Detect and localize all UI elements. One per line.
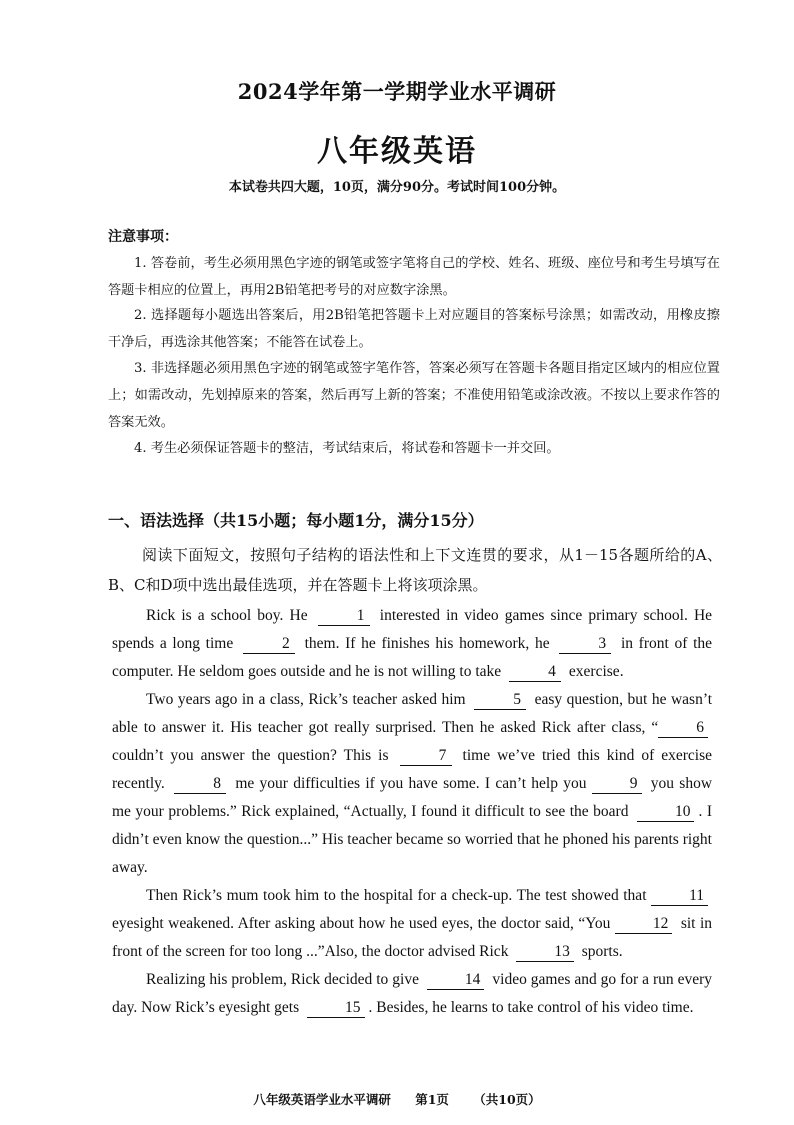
passage-text: time we’ve tried this kind of exercise recently. bbox=[112, 747, 713, 792]
passage-paragraph-2 bbox=[112, 686, 712, 882]
notice-rule-4 bbox=[108, 435, 720, 462]
footer-total-pages: （共10页） bbox=[473, 1092, 541, 1107]
passage-text: Rick is a school boy. He bbox=[146, 607, 308, 624]
notice-rule-2 bbox=[108, 302, 720, 356]
notice-rule-3 bbox=[108, 355, 720, 436]
exam-title: 2024学年第一学期学业水平调研 bbox=[237, 79, 557, 104]
blank-3: 3 bbox=[559, 635, 611, 654]
blank-10: 10 bbox=[637, 803, 695, 822]
blank-8: 8 bbox=[174, 775, 226, 794]
page-footer bbox=[0, 1090, 794, 1108]
exam-intro: 本试卷共四大题，10页，满分90分。考试时间100分钟。 bbox=[228, 180, 566, 195]
passage-text: interested in video games since primary school. He spends a long time bbox=[112, 607, 713, 652]
subject-title: 八年级英语 bbox=[317, 134, 477, 169]
blank-12: 12 bbox=[615, 915, 673, 934]
blank-6: 6 bbox=[658, 719, 708, 738]
passage-text: sports. bbox=[581, 943, 623, 960]
passage-text: Realizing his problem, Rick decided to give bbox=[146, 971, 419, 988]
blank-5: 5 bbox=[474, 691, 526, 710]
blank-1: 1 bbox=[318, 607, 370, 626]
notice-heading: 注意事项： bbox=[108, 229, 178, 245]
passage-text: Then Rick’s mum took him to the hospital for a check-up. The test showed that bbox=[146, 887, 647, 904]
blank-7: 7 bbox=[400, 747, 452, 766]
passage-text: sit in front of the screen for too long ...”Also, the doctor advised Rick bbox=[112, 915, 713, 960]
notice-rule-text: 1. 答卷前，考生必须用黑色字迹的钢笔或签字笔将自己的学校、姓名、班级、座位号和考生号填写在答题卡相应的位置上，再用2B铅笔把考号的对应数字涂黑。 bbox=[108, 256, 720, 298]
passage-text: easy question, but he wasn’t able to answer it. His teacher got really surprised. Then he asked Rick after class, “ bbox=[112, 691, 713, 736]
passage-paragraph-4 bbox=[112, 966, 712, 1022]
passage-text: you show me your problems.” Rick explained, “Actually, I found it difficult to see the board bbox=[112, 775, 713, 820]
passage-text: . Besides, he learns to take control of his video time. bbox=[368, 999, 694, 1016]
passage-paragraph-3 bbox=[112, 882, 712, 966]
blank-2: 2 bbox=[243, 635, 295, 654]
passage-text: in front of the computer. He seldom goes outside and he is not willing to take bbox=[112, 635, 713, 680]
blank-4: 4 bbox=[509, 663, 561, 682]
notice-rule-text: 4. 考生必须保证答题卡的整洁，考试结束后，将试卷和答题卡一并交回。 bbox=[134, 441, 560, 456]
footer-page-number: 第1页 bbox=[415, 1092, 449, 1107]
passage-text: Two years ago in a class, Rick’s teacher asked him bbox=[146, 691, 466, 708]
notice-rule-1 bbox=[108, 250, 720, 304]
passage-paragraph-1 bbox=[112, 602, 712, 686]
passage-text: video games and go for a run every day. Now Rick’s eyesight gets bbox=[112, 971, 713, 1016]
passage-text: me your difficulties if you have some. I can’t help you bbox=[235, 775, 587, 792]
blank-11: 11 bbox=[651, 887, 708, 906]
passage-text: couldn’t you answer the question? This is bbox=[112, 747, 389, 764]
blank-9: 9 bbox=[592, 775, 642, 794]
notice-rule-text: 3. 非选择题必须用黑色字迹的钢笔或签字笔作答，答案必须写在答题卡各题目指定区域内的相应位置上；如需改动，先划掉原来的答案，然后再写上新的答案；不准使用铅笔或涂改液。不按以上要求作答的答案无效。 bbox=[108, 361, 720, 430]
passage-text: . I didn’t even know the question...” His teacher became so worried that he phoned his parents right away. bbox=[112, 803, 712, 876]
notice-rule-text: 2. 选择题每小题选出答案后，用2B铅笔把答题卡上对应题目的答案标号涂黑；如需改动，用橡皮擦干净后，再选涂其他答案；不能答在试卷上。 bbox=[108, 308, 720, 350]
blank-13: 13 bbox=[516, 943, 574, 962]
footer-label: 八年级英语学业水平调研 bbox=[253, 1092, 391, 1107]
passage-text: them. If he finishes his homework, he bbox=[304, 635, 550, 652]
passage-text: eyesight weakened. After asking about how he used eyes, the doctor said, “You bbox=[112, 915, 611, 932]
blank-15: 15 bbox=[307, 999, 365, 1018]
reading-passage bbox=[112, 602, 712, 1022]
section-instruction: 阅读下面短文，按照句子结构的语法性和上下文连贯的要求，从1－15各题所给的A、B、C和D项中选出最佳选项，并在答题卡上将该项涂黑。 bbox=[108, 546, 722, 594]
blank-14: 14 bbox=[427, 971, 485, 990]
section-heading: 一、语法选择（共15小题；每小题1分，满分15分） bbox=[108, 511, 484, 530]
passage-text: exercise. bbox=[568, 663, 624, 680]
